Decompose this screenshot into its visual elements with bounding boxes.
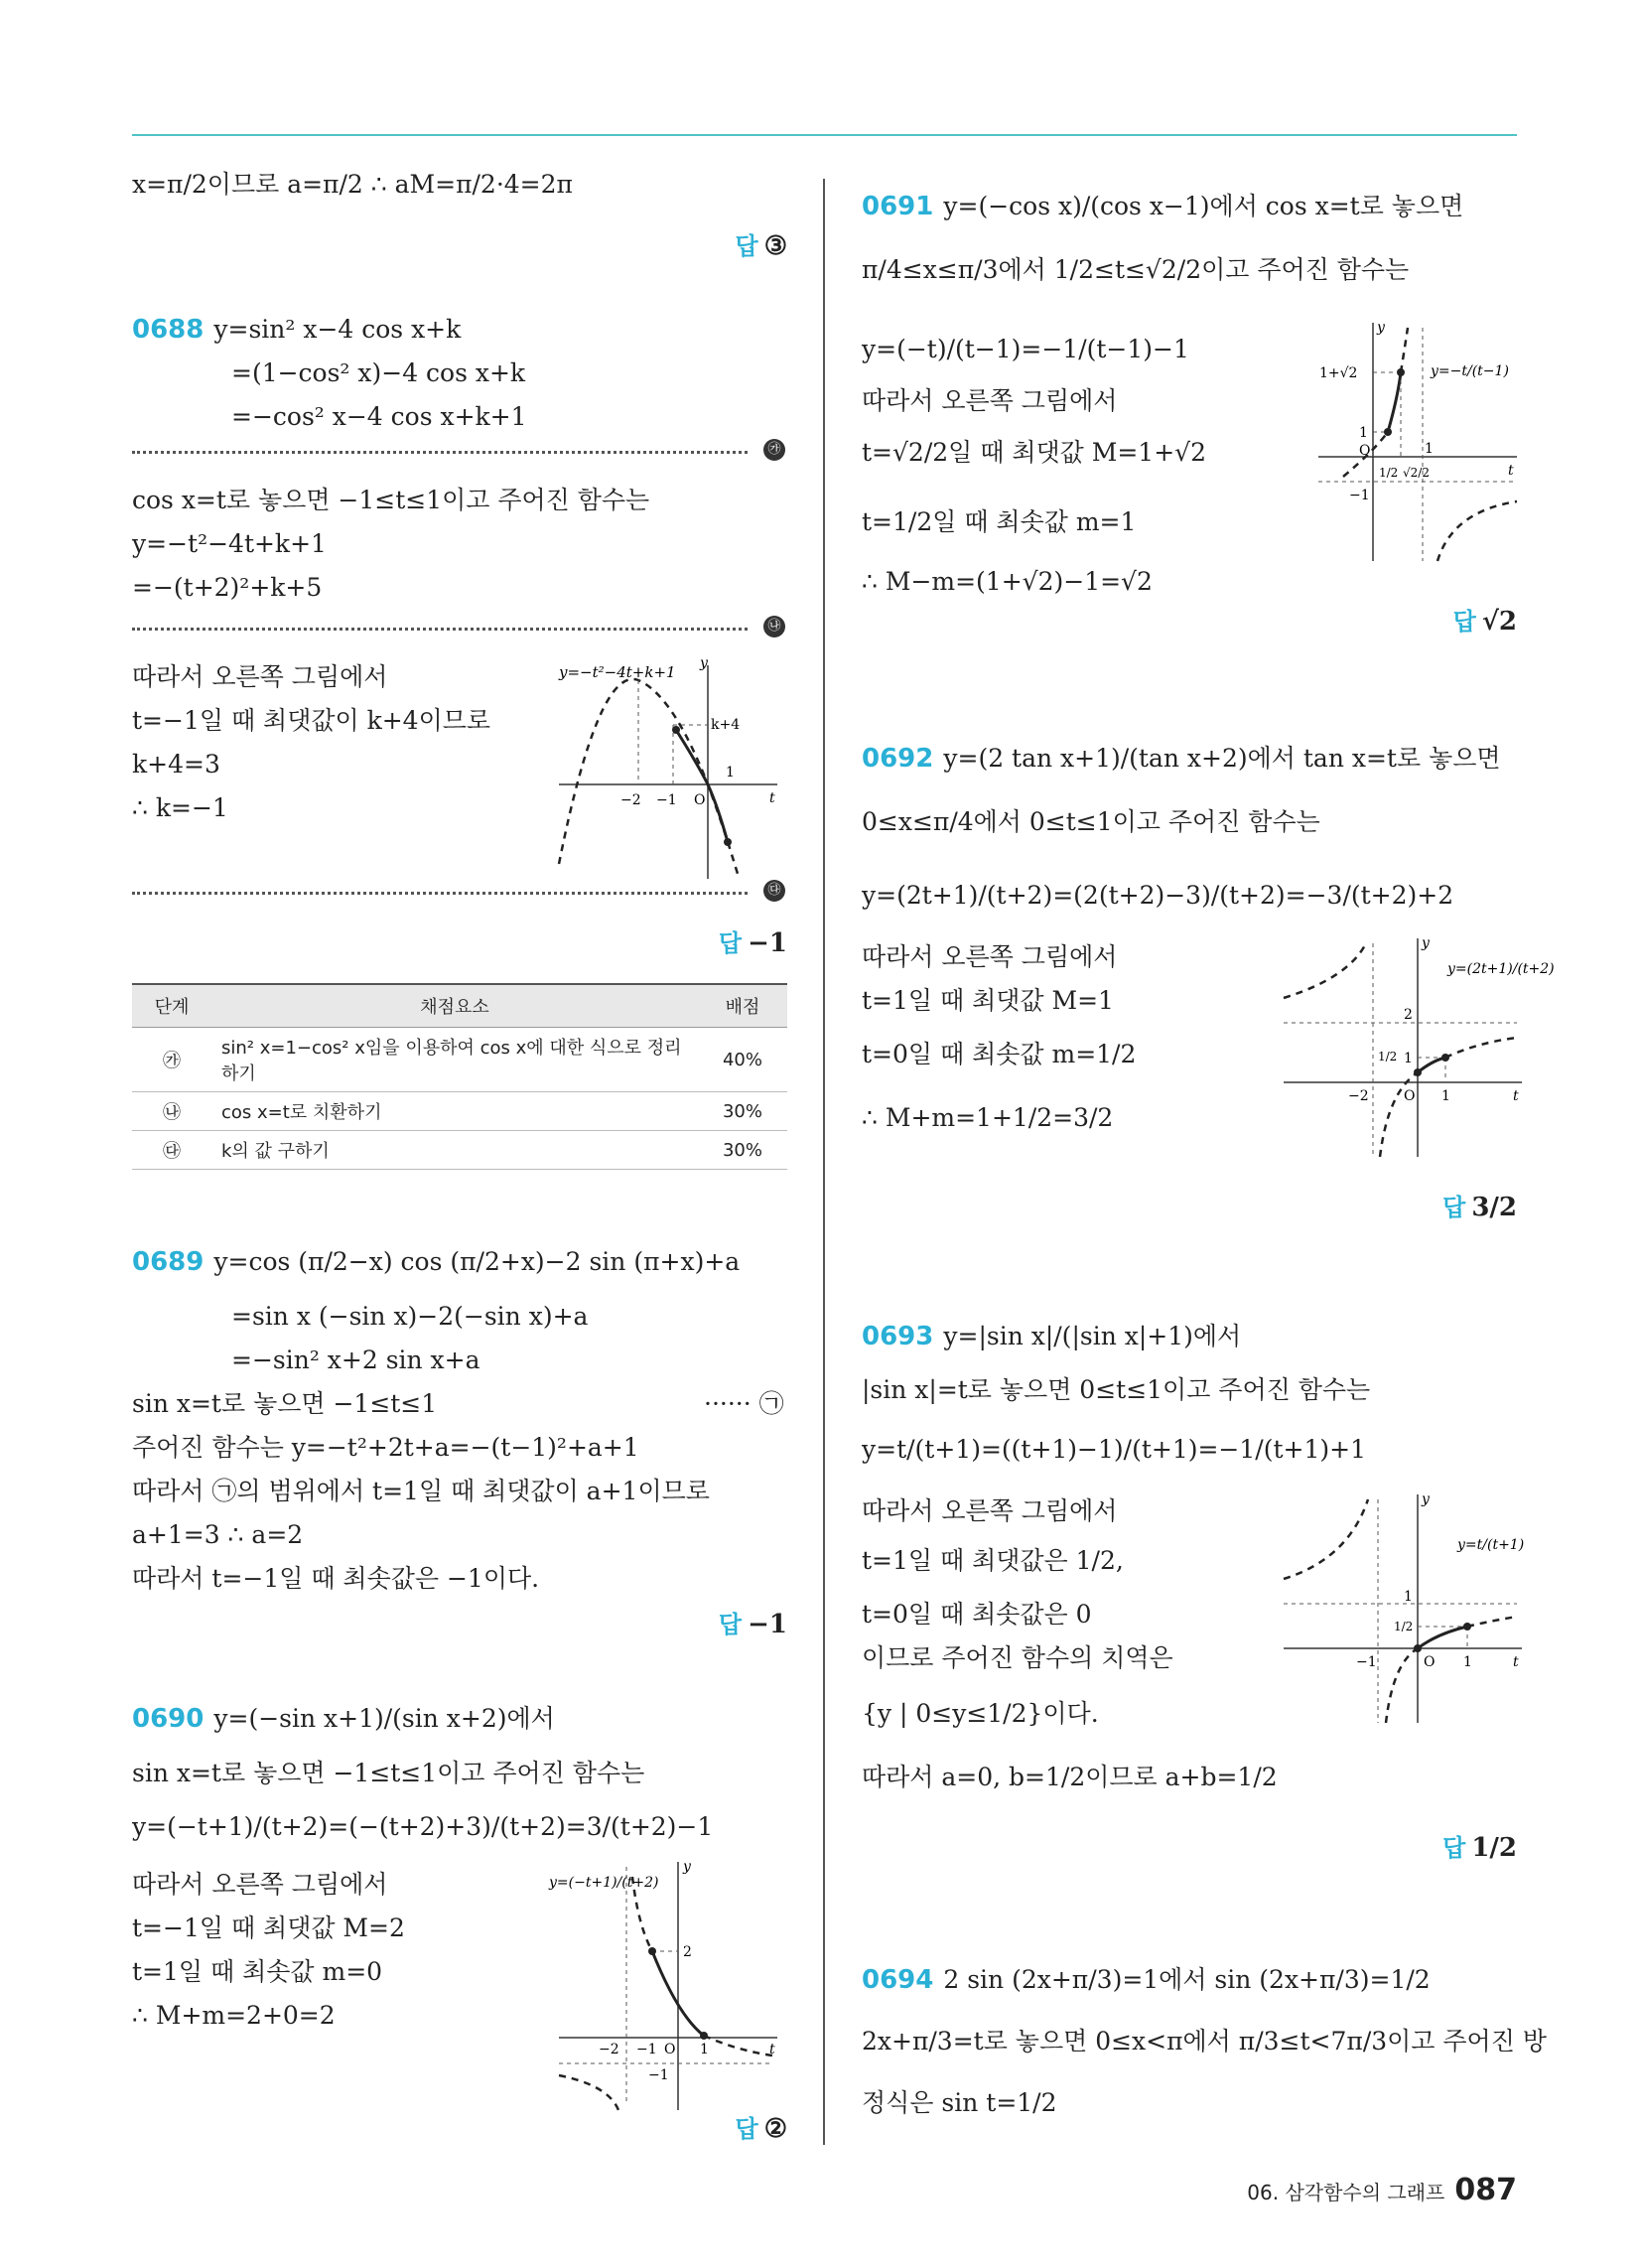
answer-label: 답 [1452, 609, 1476, 636]
answer-687 [736, 230, 788, 263]
header-step: 단계 [132, 984, 211, 1028]
problem-0689-line-4: sin x=t로 놓으면 −1≤t≤1 [132, 1389, 438, 1418]
row-step: ㉰ [132, 1131, 211, 1170]
problem-number: 0694 [862, 1965, 934, 1995]
t-label: t [769, 2042, 775, 2057]
problem-number: 0688 [132, 315, 205, 345]
problem-0690-line-6: t=1일 때 최솟값 m=0 [132, 1957, 383, 1986]
parabola-dashed [559, 679, 741, 874]
t-label: t [1513, 1088, 1519, 1104]
header-item: 채점요소 [211, 984, 698, 1028]
row-item: cos x=t로 치환하기 [211, 1092, 698, 1131]
tick-neg2: −2 [620, 792, 641, 808]
eq-line: y=(−cos x)/(cos x−1)에서 cos x=t로 놓으면 [943, 192, 1464, 220]
function-label: y=−t/(t−1) [1431, 363, 1509, 379]
answer-value: ② [763, 2114, 787, 2144]
grading-table [132, 983, 787, 1170]
problem-0693-line-5: t=1일 때 최댓값은 1/2, [862, 1546, 1124, 1575]
problem-0688-text-2: y=−t²−4t+k+1 [132, 529, 327, 558]
tick-y-1: 1 [1404, 1589, 1413, 1605]
curve-solid [1388, 372, 1401, 432]
min-point [700, 2032, 708, 2040]
problem-0689-line-1 [132, 1246, 740, 1278]
tick-y-neg1: −1 [1349, 488, 1370, 503]
answer-value: −1 [748, 1610, 787, 1639]
y-label: y [1422, 935, 1430, 951]
row-step: ㉯ [132, 1092, 211, 1131]
problem-0693-line-3: y=t/(t+1)=((t+1)−1)/(t+1)=−1/(t+1)+1 [862, 1435, 1366, 1464]
problem-0694-line-3: 정식은 sin t=1/2 [862, 2088, 1057, 2117]
tick-neg1: −1 [636, 2042, 657, 2057]
problem-0692-line-2: 0≤x≤π/4에서 0≤t≤1이고 주어진 함수는 [862, 807, 1320, 836]
problem-0688-line-2: =(1−cos² x)−4 cos x+k [231, 358, 526, 387]
origin-label: O [694, 792, 706, 808]
problem-0689-line-6: 따라서 ㉠의 범위에서 t=1일 때 최댓값이 a+1이므로 [132, 1477, 710, 1505]
problem-0693-line-4: 따라서 오른쪽 그림에서 [862, 1496, 1118, 1525]
eq-line: y=(2 tan x+1)/(tan x+2)에서 tan x=t로 놓으면 [943, 744, 1501, 773]
problem-0688-line-1 [132, 314, 461, 346]
curve-lower-dashed [559, 2075, 618, 2110]
y-label: y [1377, 320, 1385, 336]
tick-1: 1 [700, 2042, 709, 2057]
tick-2: 2 [683, 1944, 692, 1960]
problem-0688-text-6: k+4=3 [132, 750, 220, 779]
problem-0691-line-2: π/4≤x≤π/3에서 1/2≤t≤√2/2이고 주어진 함수는 [862, 255, 1410, 284]
answer-689 [719, 1609, 787, 1641]
problem-0690-line-3: y=(−t+1)/(t+2)=(−(t+2)+3)/(t+2)=3/(t+2)−1 [132, 1812, 714, 1841]
answer-693 [1442, 1832, 1517, 1865]
problem-0693-line-2: |sin x|=t로 놓으면 0≤t≤1이고 주어진 함수는 [862, 1375, 1371, 1404]
table-row [132, 1028, 787, 1092]
problem-0689-line-5: 주어진 함수는 y=−t²+2t+a=−(t−1)²+a+1 [132, 1433, 639, 1462]
problem-0690-line-4: 따라서 오른쪽 그림에서 [132, 1870, 388, 1899]
answer-value: 3/2 [1471, 1193, 1517, 1222]
problem-0692-line-5: t=1일 때 최댓값 M=1 [862, 986, 1114, 1015]
step-mark-na: ㉯ [763, 616, 785, 638]
tick-y-neg1: −1 [648, 2067, 669, 2083]
row-score: 40% [698, 1028, 787, 1092]
tick-x-1: 1 [1463, 1654, 1472, 1670]
problem-0693-line-9: 따라서 a=0, b=1/2이므로 a+b=1/2 [862, 1763, 1278, 1791]
curve-solid [1418, 1058, 1445, 1072]
dotted-separator [132, 892, 748, 895]
eq-line: 2 sin (2x+π/3)=1에서 sin (2x+π/3)=1/2 [943, 1965, 1431, 1994]
graph-0688 [549, 655, 787, 884]
max-value-label: 1+√2 [1319, 365, 1358, 381]
graph-0691 [1313, 318, 1522, 566]
tick-half: 1/2 [1379, 466, 1399, 480]
tick-1: 1 [726, 765, 735, 780]
answer-688 [719, 927, 787, 960]
eq-line: y=|sin x|/(|sin x|+1)에서 [943, 1322, 1242, 1350]
max-point [1463, 1623, 1471, 1630]
function-label: y=t/(t+1) [1457, 1537, 1525, 1553]
curve-tail-dashed [704, 2036, 772, 2055]
graph-0693 [1279, 1489, 1527, 1728]
prev-solution-line: x=π/2이므로 a=π/2 ∴ aM=π/2·4=2π [132, 170, 573, 199]
problem-0688-text-4: 따라서 오른쪽 그림에서 [132, 662, 388, 691]
problem-0692-line-1 [862, 743, 1501, 775]
curve-upper-dashed [1284, 943, 1366, 998]
problem-0690-line-2: sin x=t로 놓으면 −1≤t≤1이고 주어진 함수는 [132, 1759, 645, 1787]
answer-label: 답 [718, 930, 743, 957]
problem-0688-text-7: ∴ k=−1 [132, 793, 228, 822]
y-label: y [683, 1859, 691, 1875]
step-mark-ga: ㉮ [763, 439, 785, 461]
problem-number: 0693 [862, 1322, 934, 1351]
problem-0691-line-6: t=1/2일 때 최솟값 m=1 [862, 507, 1137, 536]
problem-number: 0690 [132, 1704, 205, 1734]
answer-value: ③ [763, 231, 787, 261]
column-divider [823, 179, 825, 2145]
answer-690 [736, 2113, 788, 2146]
t-label: t [1508, 463, 1514, 479]
problem-0691-line-5: t=√2/2일 때 최댓값 M=1+√2 [862, 438, 1206, 467]
answer-label: 답 [735, 233, 758, 260]
min-point [724, 838, 732, 846]
problem-0692-line-4: 따라서 오른쪽 그림에서 [862, 942, 1118, 971]
table-header-row [132, 984, 787, 1028]
tick-y-half: 1/2 [1378, 1050, 1398, 1063]
problem-0692-line-7: ∴ M+m=1+1/2=3/2 [862, 1103, 1114, 1132]
t-label: t [1513, 1654, 1519, 1670]
problem-0691-line-4: 따라서 오른쪽 그림에서 [862, 386, 1118, 415]
row-score: 30% [698, 1131, 787, 1170]
max-point [672, 726, 680, 734]
curve-top-dashed [1401, 328, 1408, 372]
problem-0690-line-5: t=−1일 때 최댓값 M=2 [132, 1914, 405, 1942]
tick-neg1: −1 [656, 792, 677, 808]
answer-label: 답 [1442, 1195, 1466, 1221]
row-item: k의 값 구하기 [211, 1131, 698, 1170]
problem-0692-line-6: t=0일 때 최솟값 m=1/2 [862, 1040, 1137, 1068]
problem-0689-line-2: =sin x (−sin x)−2(−sin x)+a [231, 1302, 589, 1331]
problem-number: 0691 [862, 192, 934, 221]
eq-line: y=(−sin x+1)/(sin x+2)에서 [213, 1704, 555, 1733]
eq-line: y=sin² x−4 cos x+k [213, 315, 462, 344]
header-score: 배점 [698, 984, 787, 1028]
table-row [132, 1092, 787, 1131]
curve-solid [1418, 1627, 1467, 1648]
min-point [1414, 1644, 1422, 1652]
top-rule [132, 134, 1517, 136]
answer-value: −1 [748, 928, 787, 958]
max-point [1441, 1054, 1449, 1062]
origin-label: O [1404, 1088, 1416, 1104]
problem-0688-text-5: t=−1일 때 최댓값이 k+4이므로 [132, 706, 491, 735]
tick-x-1: 1 [1425, 441, 1434, 457]
problem-0689-line-7: a+1=3 ∴ a=2 [132, 1520, 304, 1549]
min-point [1414, 1068, 1422, 1076]
max-point [648, 1947, 656, 1955]
problem-0694-line-2: 2x+π/3=t로 놓으면 0≤x<π에서 π/3≤t<7π/3이고 주어진 방 [862, 2027, 1547, 2055]
problem-0693-line-8: {y | 0≤y≤1/2}이다. [862, 1699, 1099, 1728]
curve-lower-dashed [1380, 1072, 1418, 1157]
function-label: y=(2t+1)/(t+2) [1447, 961, 1555, 977]
problem-0691-line-3: y=(−t)/(t−1)=−1/(t−1)−1 [862, 335, 1189, 363]
problem-0692-line-3: y=(2t+1)/(t+2)=(2(t+2)−3)/(t+2)=−3/(t+2)+2 [862, 881, 1454, 910]
problem-0689-line-8: 따라서 t=−1일 때 최솟값은 −1이다. [132, 1564, 540, 1593]
problem-0691-line-7: ∴ M−m=(1+√2)−1=√2 [862, 567, 1153, 596]
origin-label: O [1359, 443, 1371, 459]
problem-0690-line-7: ∴ M+m=2+0=2 [132, 2001, 336, 2030]
dotted-separator [132, 451, 748, 454]
answer-value: √2 [1481, 607, 1517, 637]
problem-0691-line-1 [862, 191, 1463, 222]
answer-692 [1442, 1192, 1517, 1224]
tick-x-1: 1 [1441, 1088, 1450, 1104]
problem-0689-line-3: =−sin² x+2 sin x+a [231, 1346, 480, 1374]
tick-r2: √2/2 [1403, 466, 1430, 480]
y-label: y [700, 655, 708, 671]
problem-number: 0692 [862, 744, 934, 774]
origin-label: O [664, 2042, 676, 2057]
page-footer [1247, 2173, 1517, 2207]
problem-0688-text-3: =−(t+2)²+k+5 [132, 573, 323, 602]
curve-tail-dashed [1445, 1038, 1517, 1058]
table-row [132, 1131, 787, 1170]
problem-number: 0689 [132, 1247, 205, 1277]
curve-lower-dashed [1386, 1648, 1418, 1723]
curve-right-dashed [1437, 501, 1517, 561]
t-label: t [769, 790, 775, 806]
origin-label: O [1424, 1654, 1436, 1670]
answer-label: 답 [735, 2116, 758, 2143]
curve-upper-dashed [1284, 1499, 1368, 1579]
row-item: sin² x=1−cos² x임을 이용하여 cos x에 대한 식으로 정리하기 [211, 1028, 698, 1092]
function-label: y=(−t+1)/(t+2) [549, 1875, 659, 1891]
graph-0690 [549, 1857, 787, 2115]
tick-y-2: 2 [1404, 1007, 1413, 1023]
dotted-separator [132, 628, 748, 631]
eq-line: y=cos (π/2−x) cos (π/2+x)−2 sin (π+x)+a [213, 1247, 741, 1276]
row-score: 30% [698, 1092, 787, 1131]
problem-0690-line-1 [132, 1703, 555, 1735]
max-point [1397, 368, 1405, 376]
step-mark-da: ㉰ [763, 880, 785, 902]
tick-y-half: 1/2 [1394, 1620, 1414, 1633]
tick-y-1: 1 [1404, 1051, 1413, 1066]
row-step: ㉮ [132, 1028, 211, 1092]
chapter-title: 06. 삼각함수의 그래프 [1247, 2181, 1445, 2204]
tick-y-1: 1 [1359, 425, 1368, 441]
problem-0688-line-3: =−cos² x−4 cos x+k+1 [231, 402, 527, 431]
tick-neg2: −2 [599, 2042, 619, 2057]
answer-691 [1453, 606, 1517, 638]
graph-0692 [1279, 933, 1555, 1162]
problem-0693-line-7: 이므로 주어진 함수의 치역은 [862, 1643, 1173, 1672]
tick-neg2: −2 [1348, 1088, 1369, 1104]
problem-0688-text-1: cos x=t로 놓으면 −1≤t≤1이고 주어진 함수는 [132, 486, 650, 514]
answer-label: 답 [718, 1612, 743, 1638]
problem-0693-line-1 [862, 1321, 1241, 1352]
tick-neg1: −1 [1356, 1654, 1377, 1670]
equation-marker: ······ ㉠ [704, 1389, 784, 1418]
problem-0694-line-1 [862, 1964, 1431, 1996]
problem-0693-line-6: t=0일 때 최솟값은 0 [862, 1600, 1092, 1629]
curve-tail-dashed [1467, 1617, 1517, 1627]
function-label: y=−t²−4t+k+1 [559, 663, 676, 681]
y-label: y [1422, 1491, 1430, 1507]
parabola-solid [676, 730, 728, 842]
min-point [1384, 428, 1392, 436]
page-number: 087 [1454, 2173, 1517, 2207]
max-value-label: k+4 [711, 717, 741, 733]
answer-label: 답 [1442, 1835, 1466, 1862]
answer-value: 1/2 [1471, 1833, 1517, 1863]
